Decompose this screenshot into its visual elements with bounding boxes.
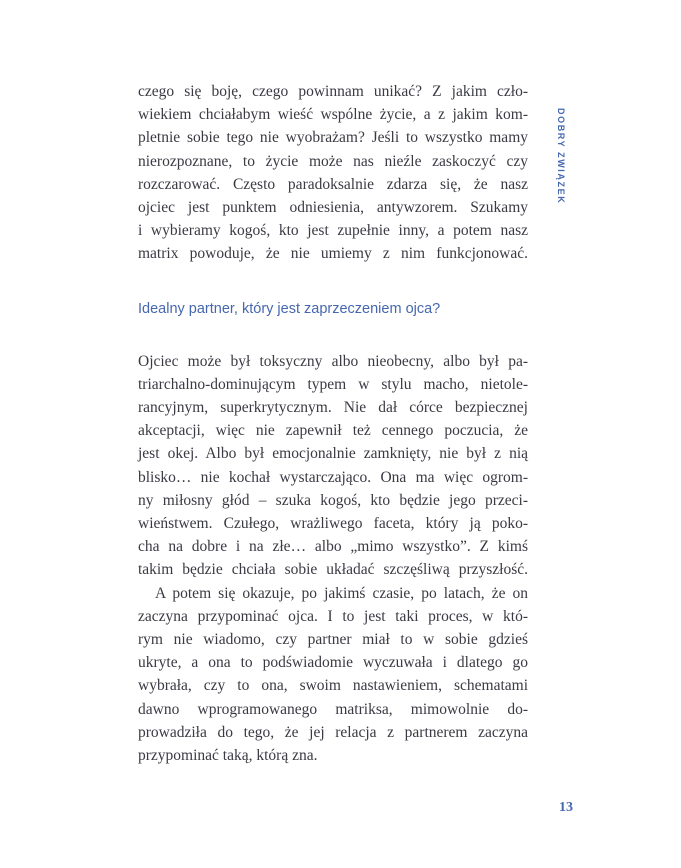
- section-heading: Idealny partner, który jest zaprzeczeniem ojca?: [138, 300, 441, 317]
- body-line: wiekiem chciałabym wieść wspólne życie, a z jakim kom-: [138, 106, 528, 124]
- page-number: 13: [559, 800, 573, 815]
- body-line: zaczyna przypominać ojca. I to jest taki proces, w któ-: [138, 607, 528, 625]
- body-line: ojciec jest punktem odniesienia, antywzorem. Szukamy: [138, 199, 528, 217]
- body-line: cha na dobre i na złe… albo „mimo wszystko”. Z kimś: [138, 538, 528, 556]
- body-line: rozczarować. Często paradoksalnie zdarza się, że nasz: [138, 175, 528, 193]
- body-line: prowadziła do tego, że jej relacja z partnerem zaczyna: [138, 723, 528, 741]
- body-line: przypominać taką, którą zna.: [138, 747, 318, 765]
- body-line: A potem się okazuje, po jakimś czasie, po latach, że on: [155, 584, 528, 602]
- body-line: jest okej. Albo był emocjonalnie zamknięty, nie był z nią: [138, 445, 528, 463]
- body-line: ny miłosny głód – szuka kogoś, kto będzie jego przeci-: [138, 491, 528, 509]
- body-line: rancyjnym, superkrytycznym. Nie dał córce bezpiecznej: [138, 399, 528, 417]
- body-line: pletnie sobie tego nie wyobrażam? Jeśli to wszystko mamy: [138, 129, 528, 147]
- body-line: i wybieramy kogoś, kto jest zupełnie inny, a potem nasz: [138, 222, 528, 240]
- body-line: triarchalno-dominującym typem w stylu macho, nietole-: [138, 375, 528, 393]
- body-line: dawno wprogramowanego matriksa, mimowolnie do-: [138, 700, 528, 718]
- body-line: rym nie wiadomo, czy partner miał to w sobie gdzieś: [138, 631, 528, 649]
- body-line: takim będzie chciała sobie układać szczęśliwą przyszłość.: [138, 561, 528, 579]
- body-line: blisko… nie kochał wystarczająco. Ona ma więc ogrom-: [138, 468, 528, 486]
- body-line: Ojciec może był toksyczny albo nieobecny, albo był pa-: [138, 352, 528, 370]
- body-line: wieństwem. Czułego, wrażliwego faceta, który ją poko-: [138, 515, 528, 533]
- paragraph: [138, 80, 528, 266]
- body-line: ukryte, a ona to podświadomie wyczuwała i dlatego go: [138, 654, 528, 672]
- text-column: [138, 80, 528, 767]
- body-line: akceptacji, więc nie zapewnił też cennego poczucia, że: [138, 422, 528, 440]
- chapter-running-head: DOBRY ZWIĄZEK: [556, 108, 566, 205]
- paragraph: [138, 350, 528, 582]
- paragraph: [138, 582, 528, 768]
- body-line: nierozpoznane, to życie może nas nieźle zaskoczyć czy: [138, 152, 528, 170]
- body-line: czego się boję, czego powinnam unikać? Z jakim czło-: [138, 83, 528, 100]
- body-line: matrix powoduje, że nie umiemy z nim funkcjonować.: [138, 245, 528, 263]
- body-line: wybrała, czy to ona, swoim nastawieniem, schematami: [138, 677, 528, 695]
